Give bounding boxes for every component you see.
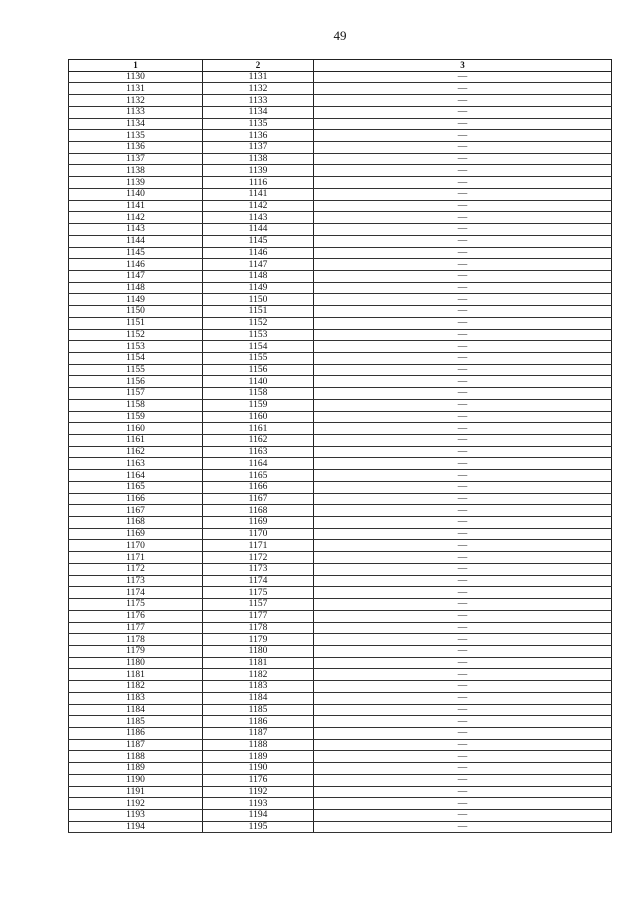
table-cell-col3: —: [314, 528, 612, 540]
table-cell-col1: 1161: [69, 435, 203, 447]
table-row: [69, 259, 612, 271]
table-cell-col1: 1181: [69, 669, 203, 681]
table-row: [69, 83, 612, 95]
table-cell-col1: 1184: [69, 704, 203, 716]
table-row: [69, 435, 612, 447]
table-cell-col2: 1159: [203, 399, 314, 411]
table-cell-col3: —: [314, 493, 612, 505]
table-row: [69, 645, 612, 657]
table-cell-col3: —: [314, 587, 612, 599]
table-row: [69, 270, 612, 282]
table-cell-col1: 1171: [69, 552, 203, 564]
table-row: [69, 376, 612, 388]
table-cell-col2: 1116: [203, 177, 314, 189]
table-cell-col1: 1164: [69, 470, 203, 482]
table-cell-col2: 1142: [203, 200, 314, 212]
table-cell-col3: —: [314, 622, 612, 634]
table-cell-col1: 1152: [69, 329, 203, 341]
table-cell-col3: —: [314, 563, 612, 575]
table-cell-col1: 1135: [69, 130, 203, 142]
table-cell-col2: 1138: [203, 153, 314, 165]
table-cell-col1: 1187: [69, 739, 203, 751]
table-cell-col3: —: [314, 423, 612, 435]
table-cell-col2: 1132: [203, 83, 314, 95]
table-row: [69, 200, 612, 212]
table-cell-col1: 1177: [69, 622, 203, 634]
table-row: [69, 587, 612, 599]
table-cell-col1: 1175: [69, 599, 203, 611]
table-cell-col1: 1169: [69, 528, 203, 540]
table-cell-col2: 1188: [203, 739, 314, 751]
table-cell-col2: 1177: [203, 610, 314, 622]
table-row: [69, 716, 612, 728]
column-header-3: 3: [314, 60, 612, 72]
table-cell-col3: —: [314, 341, 612, 353]
table-cell-col3: —: [314, 446, 612, 458]
table-cell-col1: 1133: [69, 106, 203, 118]
table-cell-col3: —: [314, 774, 612, 786]
table-cell-col1: 1180: [69, 657, 203, 669]
table-cell-col2: 1137: [203, 142, 314, 154]
table-row: [69, 552, 612, 564]
table-cell-col1: 1182: [69, 681, 203, 693]
table-row: [69, 505, 612, 517]
table-cell-col3: —: [314, 470, 612, 482]
table-row: [69, 681, 612, 693]
table-cell-col2: 1168: [203, 505, 314, 517]
table-cell-col3: —: [314, 599, 612, 611]
table-cell-col1: 1134: [69, 118, 203, 130]
table-cell-col1: 1157: [69, 388, 203, 400]
table-cell-col1: 1146: [69, 259, 203, 271]
table-cell-col1: 1179: [69, 645, 203, 657]
table-cell-col3: —: [314, 634, 612, 646]
table-cell-col3: —: [314, 798, 612, 810]
table-cell-col1: 1147: [69, 270, 203, 282]
table-cell-col3: —: [314, 411, 612, 423]
page-number: 49: [333, 28, 347, 43]
table-cell-col2: 1135: [203, 118, 314, 130]
table-cell-col2: 1131: [203, 71, 314, 83]
table-cell-col1: 1148: [69, 282, 203, 294]
table-cell-col1: 1151: [69, 317, 203, 329]
table-row: [69, 692, 612, 704]
table-cell-col1: 1183: [69, 692, 203, 704]
table-cell-col2: 1194: [203, 810, 314, 822]
table-row: [69, 704, 612, 716]
table-cell-col3: —: [314, 657, 612, 669]
table-cell-col2: 1185: [203, 704, 314, 716]
table-cell-col2: 1180: [203, 645, 314, 657]
table-cell-col2: 1141: [203, 188, 314, 200]
table-cell-col2: 1174: [203, 575, 314, 587]
table-cell-col3: —: [314, 153, 612, 165]
table-cell-col3: —: [314, 505, 612, 517]
table-cell-col3: —: [314, 739, 612, 751]
table-cell-col3: —: [314, 786, 612, 798]
table-cell-col2: 1167: [203, 493, 314, 505]
table-cell-col1: 1145: [69, 247, 203, 259]
table-cell-col1: 1155: [69, 364, 203, 376]
table-cell-col1: 1173: [69, 575, 203, 587]
table-cell-col3: —: [314, 95, 612, 107]
column-header-2: 2: [203, 60, 314, 72]
table-cell-col3: —: [314, 458, 612, 470]
table-cell-col3: —: [314, 517, 612, 529]
table-row: [69, 470, 612, 482]
table-cell-col1: 1174: [69, 587, 203, 599]
table-cell-col1: 1165: [69, 481, 203, 493]
table-cell-col2: 1187: [203, 727, 314, 739]
table-row: [69, 306, 612, 318]
table-cell-col2: 1179: [203, 634, 314, 646]
table-cell-col2: 1163: [203, 446, 314, 458]
table-cell-col3: —: [314, 83, 612, 95]
table-cell-col1: 1191: [69, 786, 203, 798]
table-row: [69, 224, 612, 236]
table-cell-col1: 1167: [69, 505, 203, 517]
table-cell-col1: 1193: [69, 810, 203, 822]
table-cell-col2: 1149: [203, 282, 314, 294]
table-row: [69, 423, 612, 435]
table-cell-col3: —: [314, 704, 612, 716]
table-row: [69, 106, 612, 118]
table-cell-col1: 1137: [69, 153, 203, 165]
table-cell-col3: —: [314, 716, 612, 728]
table-cell-col2: 1193: [203, 798, 314, 810]
table-cell-col3: —: [314, 645, 612, 657]
table-row: [69, 751, 612, 763]
table-cell-col2: 1182: [203, 669, 314, 681]
table-cell-col1: 1162: [69, 446, 203, 458]
table-row: [69, 294, 612, 306]
table-cell-col2: 1192: [203, 786, 314, 798]
table-cell-col3: —: [314, 118, 612, 130]
table-cell-col2: 1139: [203, 165, 314, 177]
table-cell-col1: 1168: [69, 517, 203, 529]
table-cell-col3: —: [314, 435, 612, 447]
table-cell-col2: 1143: [203, 212, 314, 224]
table-cell-col2: 1158: [203, 388, 314, 400]
table-cell-col1: 1192: [69, 798, 203, 810]
table-row: [69, 388, 612, 400]
table-cell-col3: —: [314, 763, 612, 775]
table-row: [69, 517, 612, 529]
table-cell-col2: 1178: [203, 622, 314, 634]
table-cell-col1: 1130: [69, 71, 203, 83]
table-cell-col2: 1186: [203, 716, 314, 728]
table-row: [69, 177, 612, 189]
table-cell-col2: 1161: [203, 423, 314, 435]
table-cell-col3: —: [314, 317, 612, 329]
table-row: [69, 118, 612, 130]
table-cell-col3: —: [314, 200, 612, 212]
table-cell-col2: 1154: [203, 341, 314, 353]
table-cell-col2: 1181: [203, 657, 314, 669]
table-cell-col3: —: [314, 681, 612, 693]
table-cell-col3: —: [314, 727, 612, 739]
table-cell-col2: 1170: [203, 528, 314, 540]
table-cell-col2: 1151: [203, 306, 314, 318]
table-row: [69, 763, 612, 775]
table-header-row: [69, 60, 612, 72]
table-row: [69, 71, 612, 83]
table-cell-col2: 1145: [203, 235, 314, 247]
table-row: [69, 165, 612, 177]
table-cell-col2: 1148: [203, 270, 314, 282]
table-cell-col2: 1172: [203, 552, 314, 564]
table-cell-col1: 1136: [69, 142, 203, 154]
table-row: [69, 798, 612, 810]
table-row: [69, 399, 612, 411]
table-cell-col1: 1149: [69, 294, 203, 306]
table-cell-col2: 1176: [203, 774, 314, 786]
table-cell-col2: 1166: [203, 481, 314, 493]
table-cell-col3: —: [314, 130, 612, 142]
table-row: [69, 739, 612, 751]
table-row: [69, 540, 612, 552]
table-cell-col2: 1165: [203, 470, 314, 482]
table-cell-col1: 1158: [69, 399, 203, 411]
table-cell-col3: —: [314, 106, 612, 118]
table-row: [69, 352, 612, 364]
table-cell-col3: —: [314, 165, 612, 177]
table-cell-col3: —: [314, 294, 612, 306]
table-cell-col2: 1169: [203, 517, 314, 529]
table-cell-col2: 1156: [203, 364, 314, 376]
table-cell-col1: 1163: [69, 458, 203, 470]
table-cell-col2: 1133: [203, 95, 314, 107]
table-cell-col2: 1183: [203, 681, 314, 693]
table-cell-col3: —: [314, 751, 612, 763]
table-row: [69, 446, 612, 458]
table-cell-col2: 1152: [203, 317, 314, 329]
table-cell-col2: 1134: [203, 106, 314, 118]
mapping-table: [68, 59, 612, 833]
table-cell-col2: 1144: [203, 224, 314, 236]
table-row: [69, 95, 612, 107]
table-cell-col3: —: [314, 376, 612, 388]
table-cell-col3: —: [314, 212, 612, 224]
table-cell-col1: 1138: [69, 165, 203, 177]
table-cell-col2: 1162: [203, 435, 314, 447]
table-cell-col3: —: [314, 71, 612, 83]
table-cell-col3: —: [314, 224, 612, 236]
table-cell-col1: 1170: [69, 540, 203, 552]
table-cell-col1: 1172: [69, 563, 203, 575]
table-cell-col3: —: [314, 481, 612, 493]
table-row: [69, 610, 612, 622]
table-row: [69, 821, 612, 833]
table-row: [69, 528, 612, 540]
table-cell-col1: 1166: [69, 493, 203, 505]
table-cell-col3: —: [314, 235, 612, 247]
table-cell-col1: 1142: [69, 212, 203, 224]
table-row: [69, 411, 612, 423]
table-cell-col1: 1178: [69, 634, 203, 646]
table-row: [69, 282, 612, 294]
table-cell-col2: 1147: [203, 259, 314, 271]
table-cell-col3: —: [314, 692, 612, 704]
table-cell-col3: —: [314, 610, 612, 622]
table-row: [69, 575, 612, 587]
table-cell-col3: —: [314, 282, 612, 294]
table-cell-col2: 1164: [203, 458, 314, 470]
table-row: [69, 153, 612, 165]
table-cell-col3: —: [314, 575, 612, 587]
table-row: [69, 774, 612, 786]
table-cell-col1: 1160: [69, 423, 203, 435]
table-row: [69, 481, 612, 493]
table-row: [69, 599, 612, 611]
table-cell-col1: 1189: [69, 763, 203, 775]
table-row: [69, 493, 612, 505]
table-cell-col3: —: [314, 364, 612, 376]
table-row: [69, 247, 612, 259]
table-row: [69, 329, 612, 341]
table-cell-col2: 1184: [203, 692, 314, 704]
table-cell-col2: 1190: [203, 763, 314, 775]
table-row: [69, 212, 612, 224]
table-cell-col1: 1143: [69, 224, 203, 236]
table-cell-col2: 1160: [203, 411, 314, 423]
table-cell-col3: —: [314, 399, 612, 411]
table-cell-col3: —: [314, 552, 612, 564]
table-row: [69, 317, 612, 329]
table-cell-col1: 1186: [69, 727, 203, 739]
table-cell-col2: 1175: [203, 587, 314, 599]
table-cell-col2: 1171: [203, 540, 314, 552]
table-cell-col1: 1154: [69, 352, 203, 364]
column-header-1: 1: [69, 60, 203, 72]
table-cell-col1: 1139: [69, 177, 203, 189]
table-cell-col2: 1173: [203, 563, 314, 575]
table-cell-col1: 1159: [69, 411, 203, 423]
table-cell-col3: —: [314, 540, 612, 552]
table-cell-col2: 1150: [203, 294, 314, 306]
table-cell-col1: 1132: [69, 95, 203, 107]
table-cell-col1: 1176: [69, 610, 203, 622]
table-cell-col2: 1155: [203, 352, 314, 364]
table-row: [69, 188, 612, 200]
table-cell-col3: —: [314, 810, 612, 822]
table-cell-col3: —: [314, 259, 612, 271]
table-cell-col3: —: [314, 669, 612, 681]
table-cell-col3: —: [314, 270, 612, 282]
table-row: [69, 810, 612, 822]
table-cell-col2: 1153: [203, 329, 314, 341]
table-row: [69, 727, 612, 739]
table-cell-col3: —: [314, 177, 612, 189]
table-cell-col3: —: [314, 142, 612, 154]
table-cell-col3: —: [314, 821, 612, 833]
table-cell-col1: 1140: [69, 188, 203, 200]
table-row: [69, 364, 612, 376]
table-cell-col3: —: [314, 247, 612, 259]
table-cell-col3: —: [314, 329, 612, 341]
table-cell-col3: —: [314, 352, 612, 364]
table-cell-col3: —: [314, 388, 612, 400]
table-cell-col1: 1153: [69, 341, 203, 353]
table-cell-col1: 1150: [69, 306, 203, 318]
table-row: [69, 634, 612, 646]
table-row: [69, 563, 612, 575]
table-cell-col1: 1141: [69, 200, 203, 212]
table-row: [69, 622, 612, 634]
table-cell-col2: 1157: [203, 599, 314, 611]
table-cell-col1: 1190: [69, 774, 203, 786]
table-cell-col2: 1189: [203, 751, 314, 763]
table-row: [69, 142, 612, 154]
table-cell-col2: 1140: [203, 376, 314, 388]
table-row: [69, 786, 612, 798]
table-row: [69, 458, 612, 470]
table-cell-col1: 1194: [69, 821, 203, 833]
table-row: [69, 341, 612, 353]
table-cell-col1: 1131: [69, 83, 203, 95]
table-row: [69, 657, 612, 669]
table-row: [69, 235, 612, 247]
table-row: [69, 130, 612, 142]
table-row: [69, 669, 612, 681]
table-cell-col3: —: [314, 306, 612, 318]
table-cell-col3: —: [314, 188, 612, 200]
table-cell-col1: 1156: [69, 376, 203, 388]
table-cell-col1: 1144: [69, 235, 203, 247]
table-cell-col1: 1188: [69, 751, 203, 763]
table-cell-col2: 1136: [203, 130, 314, 142]
table-cell-col2: 1146: [203, 247, 314, 259]
table-cell-col2: 1195: [203, 821, 314, 833]
table-cell-col1: 1185: [69, 716, 203, 728]
